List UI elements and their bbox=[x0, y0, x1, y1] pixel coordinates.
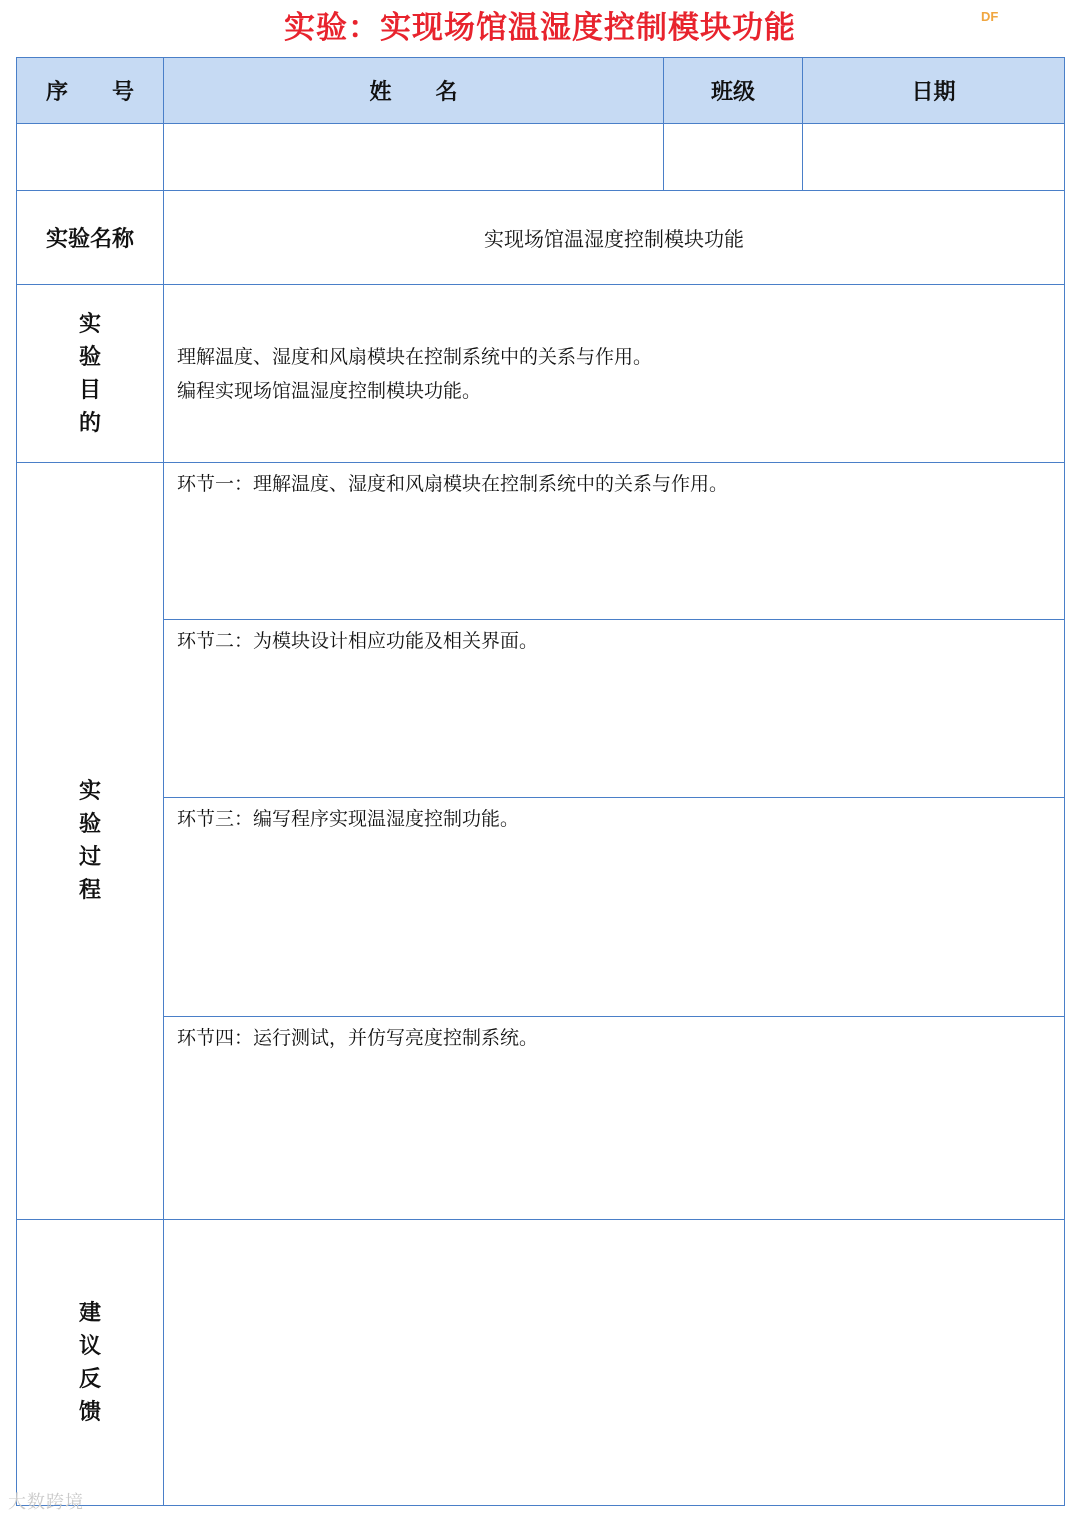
feedback-field[interactable] bbox=[164, 1220, 1065, 1506]
process-step-1: 环节一：理解温度、湿度和风扇模块在控制系统中的关系与作用。 bbox=[164, 463, 1065, 620]
feedback-row bbox=[17, 1220, 1065, 1506]
process-step-row bbox=[17, 1017, 1065, 1220]
purpose-line: 理解温度、湿度和风扇模块在控制系统中的关系与作用。 bbox=[177, 345, 653, 368]
student-info-row bbox=[17, 124, 1065, 191]
header-row bbox=[17, 58, 1065, 124]
seq-field[interactable] bbox=[17, 124, 164, 191]
process-label: 实 验 过 程 bbox=[17, 463, 164, 1220]
purpose-content bbox=[164, 285, 1065, 463]
page-title: 实验：实现场馆温湿度控制模块功能 bbox=[284, 10, 796, 46]
header-name: 姓 名 bbox=[164, 58, 664, 124]
corner-logo-mark: DF bbox=[981, 9, 999, 24]
watermark: 大数跨境 bbox=[8, 1492, 84, 1512]
purpose-row bbox=[17, 285, 1065, 463]
experiment-record-table bbox=[16, 57, 1065, 1506]
experiment-name-row bbox=[17, 191, 1065, 285]
name-field[interactable] bbox=[164, 124, 664, 191]
experiment-name-value: 实现场馆温湿度控制模块功能 bbox=[164, 191, 1065, 285]
header-date: 日期 bbox=[803, 58, 1065, 124]
process-step-row bbox=[17, 463, 1065, 620]
header-seq: 序 号 bbox=[17, 58, 164, 124]
header-class: 班级 bbox=[664, 58, 803, 124]
process-step-row bbox=[17, 798, 1065, 1017]
process-step-3: 环节三：编写程序实现温湿度控制功能。 bbox=[164, 798, 1065, 1017]
process-step-4: 环节四：运行测试，并仿写亮度控制系统。 bbox=[164, 1017, 1065, 1220]
date-field[interactable] bbox=[803, 124, 1065, 191]
process-step-2: 环节二：为模块设计相应功能及相关界面。 bbox=[164, 620, 1065, 798]
purpose-line: 编程实现场馆温湿度控制模块功能。 bbox=[177, 379, 482, 402]
feedback-label: 建 议 反 馈 bbox=[17, 1220, 164, 1506]
purpose-label: 实 验 目 的 bbox=[17, 285, 164, 463]
experiment-name-label: 实验名称 bbox=[17, 191, 164, 285]
class-field[interactable] bbox=[664, 124, 803, 191]
process-step-row bbox=[17, 620, 1065, 798]
